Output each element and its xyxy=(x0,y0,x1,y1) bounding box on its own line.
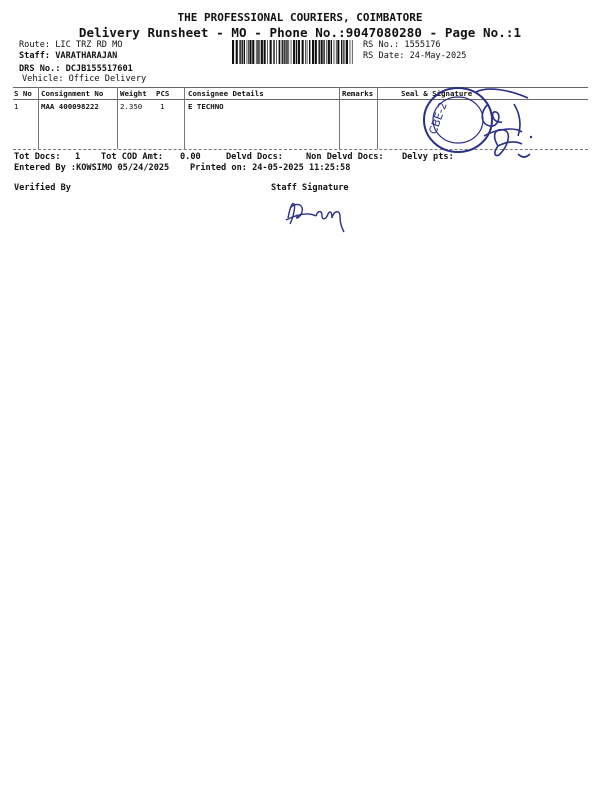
col-divider xyxy=(339,87,340,149)
col-divider xyxy=(117,87,118,149)
barcode-stripe xyxy=(276,40,277,64)
col-divider xyxy=(38,87,39,149)
delvd-docs-label: Delvd Docs: xyxy=(226,152,283,162)
col-header-remarks: Remarks xyxy=(342,89,374,98)
barcode-stripe xyxy=(321,40,323,64)
printed-on: Printed on: 24-05-2025 11:25:58 xyxy=(190,163,351,173)
entered-by: Entered By :KOWSIMO 05/24/2025 xyxy=(14,163,170,173)
runsheet-title: Delivery Runsheet - MO - Phone No.:9047080280 - Page No.:1 xyxy=(78,25,522,40)
barcode-stripe xyxy=(319,40,320,64)
barcode-stripe xyxy=(352,40,353,64)
barcode-stripe xyxy=(239,40,240,64)
drs-number: DRS No.: DCJB155517601 xyxy=(19,64,133,74)
barcode-stripe xyxy=(302,40,304,64)
barcode-stripe xyxy=(257,40,258,64)
col-divider xyxy=(184,87,185,149)
barcode-image xyxy=(232,40,354,64)
tot-cod-value: 0.00 xyxy=(180,152,201,162)
barcode-stripe xyxy=(264,40,266,64)
table-row-consignment: MAA 400098222 xyxy=(41,102,99,111)
staff-signature-label: Staff Signature xyxy=(271,183,349,193)
col-header-consignment: Consignment No xyxy=(41,89,104,98)
barcode-stripe xyxy=(293,40,295,64)
tot-cod-label: Tot COD Amt: xyxy=(101,152,164,162)
barcode-stripe xyxy=(309,40,310,64)
barcode-stripe xyxy=(259,40,260,64)
barcode-stripe xyxy=(307,40,308,64)
rs-date: RS Date: 24-May-2025 xyxy=(363,51,467,61)
barcode-stripe xyxy=(315,40,317,64)
barcode-stripe xyxy=(247,40,248,64)
barcode-stripe xyxy=(267,40,268,64)
barcode-stripe xyxy=(270,40,272,64)
barcode-stripe xyxy=(305,40,306,64)
staff-signature-image xyxy=(284,198,350,234)
barcode-stripe xyxy=(284,40,285,64)
barcode-stripe xyxy=(288,40,289,64)
barcode-stripe xyxy=(334,40,335,64)
barcode-stripe xyxy=(252,40,254,64)
verified-by-label: Verified By xyxy=(14,183,71,193)
tot-docs-value: 1 xyxy=(75,152,81,162)
staff-label: Staff: VARATHARAJAN xyxy=(19,51,118,61)
vehicle-label: Vehicle: Office Delivery xyxy=(22,74,147,84)
barcode-stripe xyxy=(341,40,342,64)
barcode-stripe xyxy=(312,40,314,64)
tot-docs-label: Tot Docs: xyxy=(14,152,61,162)
barcode-stripe xyxy=(282,40,283,64)
barcode-stripe xyxy=(328,40,330,64)
barcode-stripe xyxy=(343,40,344,64)
table-row-consignee: E TECHNO xyxy=(188,102,224,111)
table-row-weight: 2.350 xyxy=(120,102,143,111)
barcode-stripe xyxy=(281,40,282,64)
barcode-stripe xyxy=(331,40,332,64)
barcode-stripe xyxy=(248,40,249,64)
route-label: Route: LIC TRZ RD MO xyxy=(19,40,123,50)
table-row-sno: 1 xyxy=(14,102,19,111)
barcode-stripe xyxy=(279,40,280,64)
col-header-weight: Weight xyxy=(120,89,147,98)
barcode-stripe xyxy=(350,40,351,64)
barcode-stripe xyxy=(336,40,337,64)
col-header-sno: S No xyxy=(14,89,32,98)
col-header-pcs: PCS xyxy=(156,89,170,98)
svg-text:CBE-2: CBE-2 xyxy=(426,100,450,137)
barcode-stripe xyxy=(298,40,300,64)
col-divider xyxy=(377,87,378,149)
barcode-stripe xyxy=(346,40,348,64)
barcode-stripe xyxy=(326,40,327,64)
barcode-stripe xyxy=(296,40,297,64)
barcode-stripe xyxy=(323,40,324,64)
barcode-stripe xyxy=(261,40,263,64)
barcode-stripe xyxy=(256,40,257,64)
barcode-stripe xyxy=(337,40,339,64)
barcode-stripe xyxy=(244,40,245,64)
barcode-stripe xyxy=(345,40,346,64)
barcode-stripe xyxy=(273,40,274,64)
barcode-stripe xyxy=(286,40,287,64)
barcode-stripe xyxy=(236,40,238,64)
barcode-stripe xyxy=(291,40,292,64)
barcode-stripe xyxy=(232,40,234,64)
delvy-pts-label: Delvy pts: xyxy=(402,152,454,162)
rs-number: RS No.: 1555176 xyxy=(363,40,441,50)
col-header-seal: Seal & Signature xyxy=(401,89,473,98)
company-name: THE PROFESSIONAL COURIERS, COIMBATORE xyxy=(177,11,423,24)
barcode-stripe xyxy=(242,40,243,64)
table-row-pcs: 1 xyxy=(160,102,165,111)
col-header-consignee: Consignee Details xyxy=(188,89,264,98)
non-delvd-docs-label: Non Delvd Docs: xyxy=(306,152,384,162)
barcode-stripe xyxy=(249,40,251,64)
